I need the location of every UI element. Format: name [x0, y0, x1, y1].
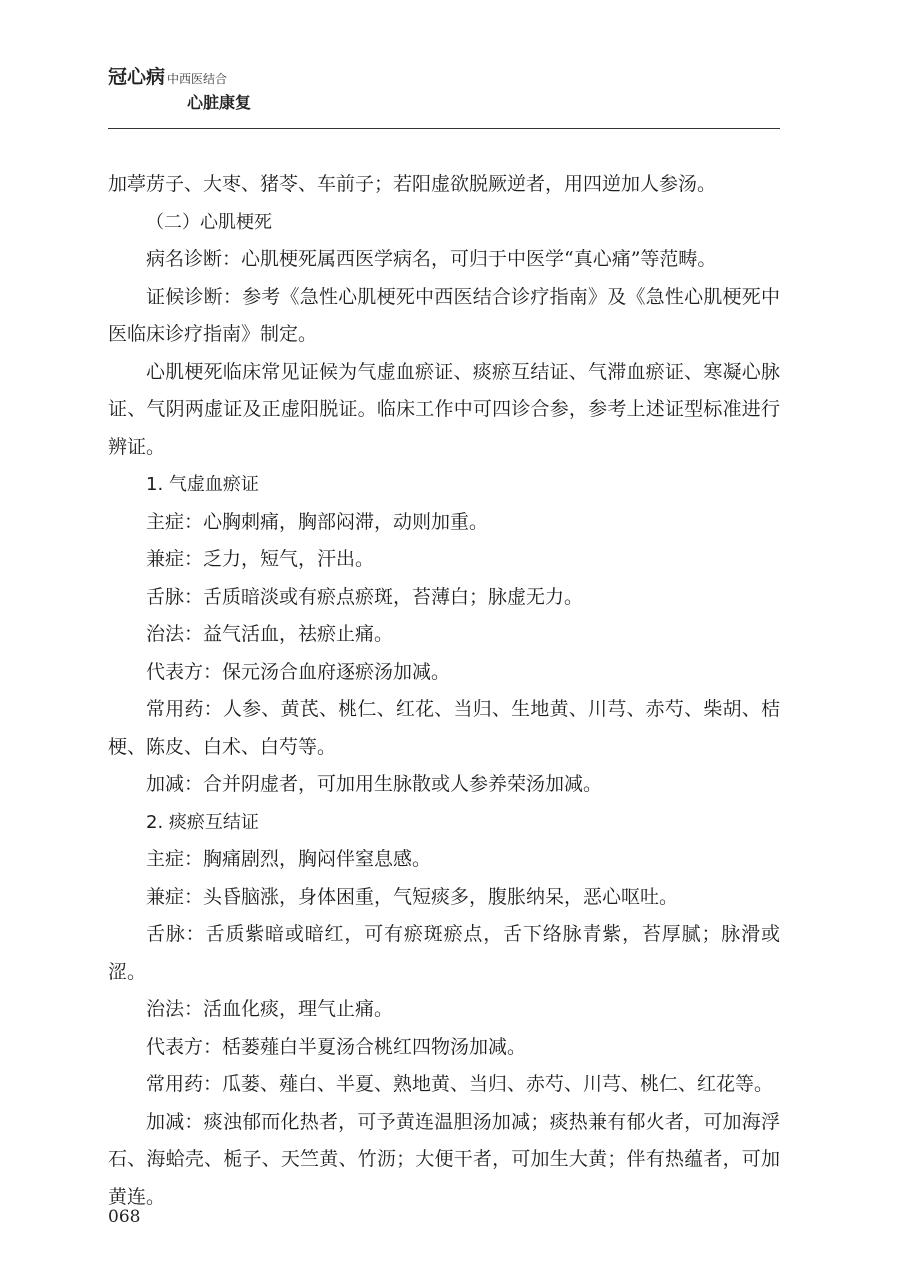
s1-tongue-pulse: 舌脉：舌质暗淡或有瘀点瘀斑，苔薄白；脉虚无力。	[146, 585, 584, 608]
s1-treatment: 治法：益气活血，祛瘀止痛。	[146, 623, 394, 645]
s1-accompanying-symptoms: 兼症：乏力，短气，汗出。	[146, 548, 375, 570]
s2-main-symptoms: 主症：胸痛剧烈，胸闷伴窒息感。	[146, 848, 432, 870]
subsection-heading-1: 1. 气虚血瘀证	[146, 474, 259, 495]
s2-common-herbs: 常用药：瓜蒌、薤白、半夏、熟地黄、当归、赤芍、川芎、桃仁、红花等。	[146, 1073, 774, 1095]
s1-representative-formula: 代表方：保元汤合血府逐瘀汤加减。	[146, 660, 451, 683]
header-rule	[108, 128, 780, 129]
s1-modifications: 加减：合并阴虚者，可加用生脉散或人参养荣汤加减。	[146, 773, 603, 795]
page-body	[108, 166, 780, 1216]
subsection-heading-2: 2. 痰瘀互结证	[146, 811, 259, 833]
s2-treatment: 治法：活血化痰，理气止痛。	[146, 998, 394, 1020]
s2-accompanying-symptoms: 兼症：头昏脑涨，身体困重，气短痰多，腹胀纳呆，恶心呕吐。	[146, 885, 679, 908]
book-subtitle: 中西医结合	[167, 72, 228, 86]
s2-representative-formula: 代表方：栝蒌薤白半夏汤合桃红四物汤加减。	[146, 1035, 527, 1058]
s1-main-symptoms: 主症：心胸刺痛，胸部闷滞，动则加重。	[146, 510, 489, 533]
page-number: 068	[108, 1207, 141, 1227]
paragraph-disease-diagnosis: 病名诊断：心肌梗死属西医学病名，可归于中医学“真心痛”等范畴。	[146, 248, 717, 270]
s2-modifications: 加减：痰浊郁而化热者，可予黄连温胆汤加减；痰热兼有郁火者，可加海浮石、海蛤壳、栀子、天竺黄、竹沥；大便干者，可加生大黄；伴有热蕴者，可加黄连。	[108, 1110, 780, 1208]
s2-tongue-pulse: 舌脉：舌质紫暗或暗红，可有瘀斑瘀点，舌下络脉青紫，苔厚腻；脉滑或涩。	[108, 923, 780, 983]
running-header	[108, 62, 252, 112]
paragraph-syndromes-overview: 心肌梗死临床常见证候为气虚血瘀证、痰瘀互结证、气滞血瘀证、寒凝心脉证、气阴两虚证及正虚阳脱证。临床工作中可四诊合参，参考上述证型标准进行辨证。	[108, 360, 780, 458]
book-subtitle-2: 心脏康复	[187, 93, 252, 112]
s1-common-herbs: 常用药：人参、黄芪、桃仁、红花、当归、生地黄、川芎、赤芍、柴胡、桔梗、陈皮、白术、白芍等。	[108, 698, 780, 758]
paragraph-continued: 加葶苈子、大枣、猪苓、车前子；若阳虚欲脱厥逆者，用四逆加人参汤。	[108, 173, 717, 195]
book-title: 冠心病	[108, 66, 166, 88]
paragraph-syndrome-diagnosis: 证候诊断：参考《急性心肌梗死中西医结合诊疗指南》及《急性心肌梗死中医临床诊疗指南》制定。	[108, 285, 780, 345]
section-heading: （二）心肌梗死	[146, 211, 272, 233]
